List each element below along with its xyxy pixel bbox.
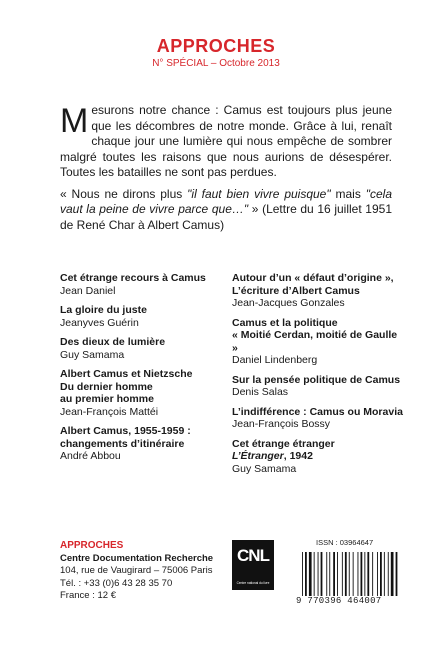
publisher-name: APPROCHES — [60, 540, 124, 551]
barcode-bar — [377, 552, 378, 596]
publisher-address: 104, rue de Vaugirard – 75006 Paris — [60, 565, 213, 576]
cnl-logo-letters: CNL — [237, 546, 269, 565]
barcode-bar — [326, 552, 327, 596]
quote-italic-2: "cela vaut la peine de vivre parce que…" — [60, 186, 393, 216]
intro-paragraph-1: Mesurons notre chance : Camus est toujours plus jeune que les décombres de notre monde. Grâce à lui, renaît chaque jour une lumière qui nous empêche de sombrer malgré toutes les raisons que nous aurions de désespérer. Toutes les batailles ne sont pas perdues. — [60, 102, 392, 179]
barcode-bar — [364, 552, 365, 596]
barcode-bar — [337, 552, 338, 596]
book-title-italic: L’Étranger — [232, 450, 284, 462]
price: France : 12 € — [60, 590, 116, 601]
barcode-bar — [372, 552, 373, 596]
toc-entry — [60, 272, 220, 297]
toc-entry — [232, 317, 404, 367]
toc-entry — [232, 406, 404, 431]
barcode-bar — [305, 552, 307, 596]
barcode-bar — [302, 552, 303, 596]
toc-entry — [232, 272, 404, 310]
toc-entry-title: L’indifférence : Camus ou Moravia — [232, 405, 403, 418]
publisher-centre: Centre Documentation Recherche — [60, 552, 214, 564]
barcode-bar — [353, 552, 354, 596]
quote-part-3: » (Lettre du 16 juillet 1951 de René Char à Albert Camus) — [60, 202, 392, 232]
publisher-phone: Tél. : +33 (0)6 43 28 35 70 — [60, 577, 173, 589]
barcode-bar — [345, 552, 347, 596]
barcode-bar — [321, 552, 323, 596]
barcode-bar — [329, 552, 330, 596]
issn: ISSN : 03964647 — [316, 538, 374, 547]
toc-entry-author: Jean-François Bossy — [232, 418, 331, 430]
quote-part-1: « Nous ne dirons plus — [60, 186, 188, 201]
toc-left-column — [60, 272, 220, 470]
barcode-digits: 9 770396 464007 — [296, 596, 382, 606]
barcode-bar — [380, 552, 382, 596]
toc-right-column — [232, 272, 404, 482]
intro-paragraph-2 — [60, 187, 392, 234]
cnl-logo — [232, 540, 274, 590]
journal-title: APPROCHES — [156, 36, 276, 56]
intro-text — [60, 103, 392, 233]
toc-entry-author: André Abbou — [60, 450, 121, 462]
toc-entry-title: Albert Camus et Nietzsche Du dernier homme au premier homme — [60, 368, 193, 405]
publisher-info — [60, 540, 220, 603]
toc-entry-author: Guy Samama — [60, 348, 125, 361]
toc-entry — [60, 368, 220, 418]
barcode-bar — [396, 552, 398, 596]
toc-entry-title: Albert Camus, 1955-1959 : changements d’itinéraire — [60, 425, 191, 450]
barcode-bar — [358, 552, 359, 596]
toc-entry-author: Jean-François Mattéi — [60, 405, 159, 418]
toc-entry-author: Daniel Lindenberg — [232, 354, 318, 366]
toc-entry — [60, 425, 220, 463]
cnl-logo-subtitle: Centre national du livre — [236, 581, 270, 586]
toc-entry-author: Jeanyves Guérin — [60, 316, 139, 329]
barcode-bar — [349, 552, 350, 596]
barcode-bar — [318, 552, 319, 596]
barcode-bar — [391, 552, 394, 596]
toc-entry-title: Sur la pensée politique de Camus — [232, 373, 401, 386]
toc-entry — [60, 304, 220, 329]
toc-entry-title: Autour d’un « défaut d’origine », L’écriture d’Albert Camus — [232, 272, 394, 297]
toc-entry-title — [232, 438, 404, 463]
barcode-bar — [314, 552, 315, 596]
toc-entry — [232, 374, 404, 399]
barcode-bar — [309, 552, 312, 596]
toc-entry-title: Camus et la politique « Moitié Cerdan, moitié de Gaulle » — [232, 316, 398, 354]
barcode — [300, 552, 400, 596]
toc-entry-author: Guy Samama — [232, 462, 297, 475]
barcode-bar — [333, 552, 335, 596]
quote-italic-1: "il faut bien vivre puisque" — [187, 186, 331, 201]
toc-entry — [232, 438, 404, 476]
header — [0, 36, 432, 70]
barcode-bar — [342, 552, 343, 596]
toc-entry-author: Jean Daniel — [60, 284, 116, 297]
toc-entry-title: Des dieux de lumière — [60, 336, 166, 348]
barcode-bar — [361, 552, 363, 596]
book-year: , 1942 — [283, 450, 313, 462]
toc-entry-title-line: Cet étrange étranger — [232, 437, 335, 450]
toc-entry-author: Denis Salas — [232, 386, 289, 398]
toc-entry-author: Jean-Jacques Gonzales — [232, 297, 345, 309]
barcode-bar — [384, 552, 385, 596]
toc-entry — [60, 336, 220, 361]
barcode-bar — [367, 552, 369, 596]
issue-subtitle: N° SPÉCIAL – Octobre 2013 — [152, 58, 280, 69]
barcode-bar — [388, 552, 389, 596]
quote-part-2: mais — [330, 186, 366, 201]
toc-entry-title: La gloire du juste — [60, 304, 147, 316]
toc-entry-title: Cet étrange recours à Camus — [60, 272, 206, 284]
